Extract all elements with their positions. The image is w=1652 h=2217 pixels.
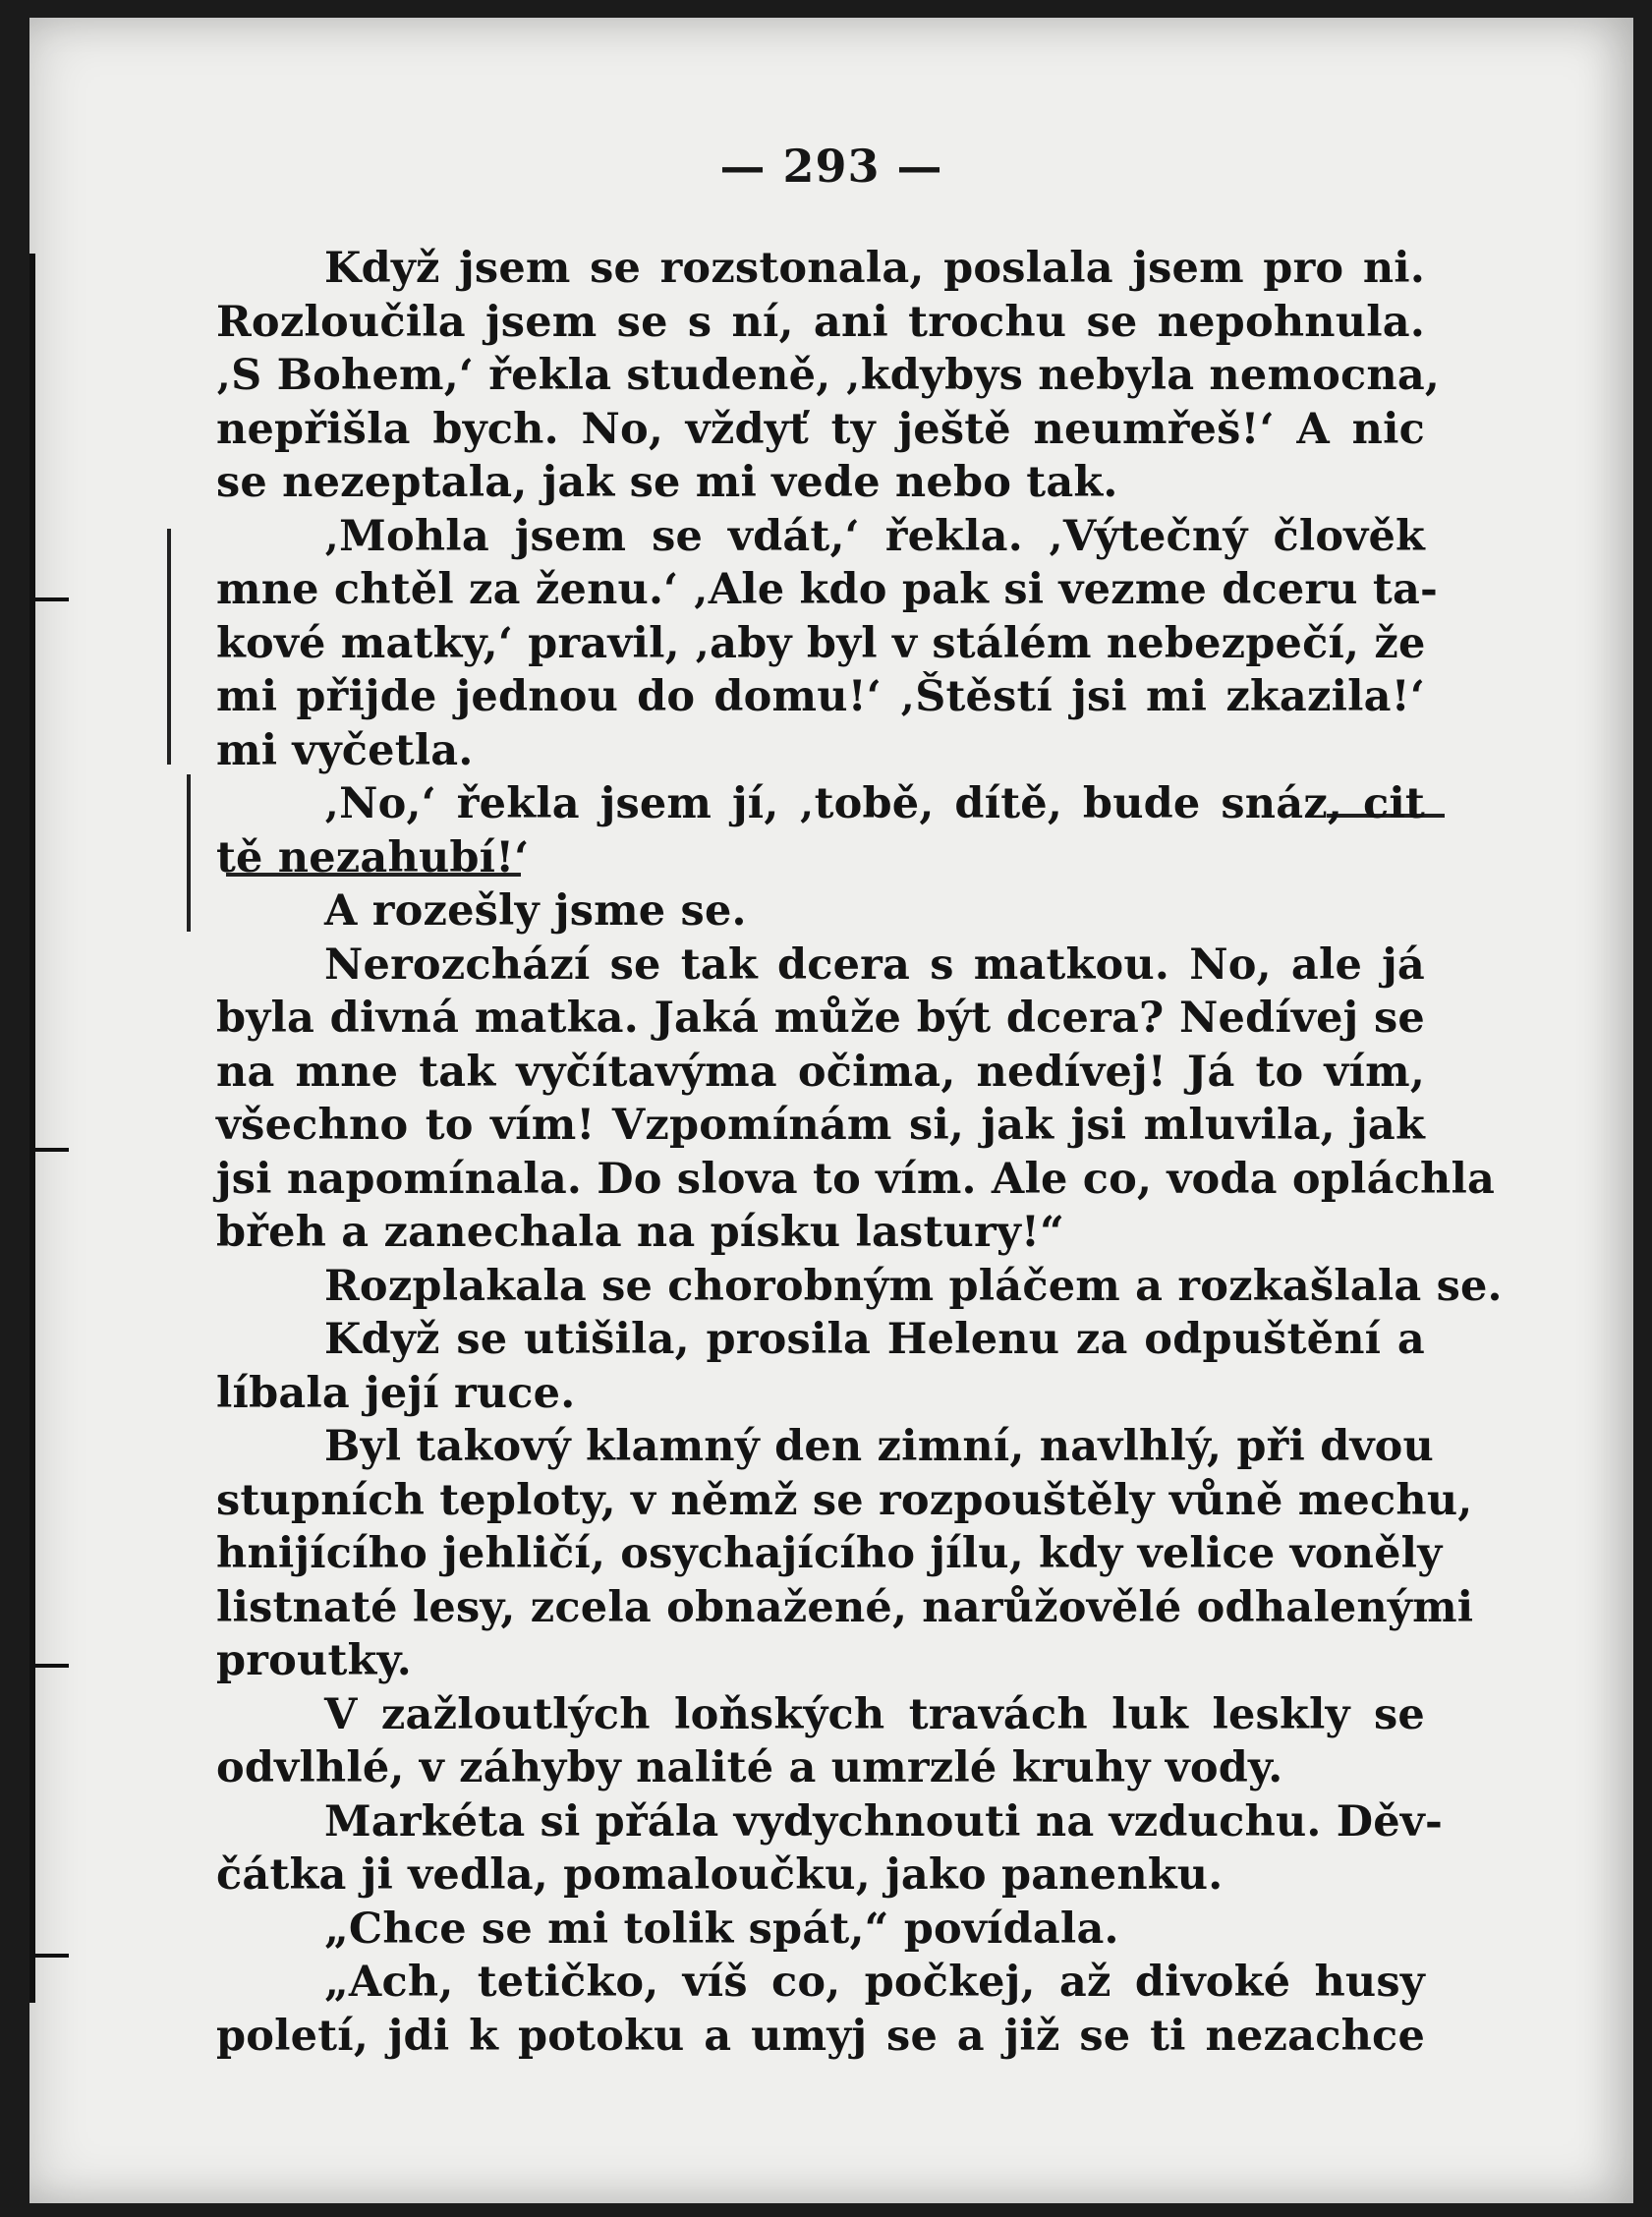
text-line: V zažloutlých loňských travách luk leskly se: [324, 1689, 1425, 1739]
margin-rule: [29, 254, 35, 2003]
text-line: nepřišla bych. No, vždyť ty ještě neumřeš!‘ A nic: [216, 404, 1425, 454]
text-line: Byl takový klamný den zimní, navlhlý, při dvou: [324, 1422, 1435, 1471]
text-line: všechno to vím! Vzpomínám si, jak jsi mluvila, jak: [216, 1101, 1425, 1150]
text-line: Rozloučila jsem se s ní, ani trochu se nepohnula.: [216, 297, 1425, 347]
text-line: „Ach, tetičko, víš co, počkej, až divoké husy: [324, 1958, 1425, 2007]
text-line: mi vyčetla.: [216, 725, 474, 775]
text-line: listnaté lesy, zcela obnažené, narůžovělé odhalenými: [216, 1582, 1474, 1632]
text-line: Rozplakala se chorobným pláčem a rozkašlala se.: [324, 1261, 1503, 1311]
text-line: poletí, jdi k potoku a umyj se a již se ti nezachce: [216, 2011, 1425, 2061]
text-line: „Chce se mi tolik spát,“ povídala.: [324, 1904, 1119, 1954]
margin-tick: [29, 1148, 69, 1152]
text-line: jsi napomínala. Do slova to vím. Ale co, voda opláchla: [216, 1154, 1496, 1204]
margin-tick: [29, 1664, 69, 1668]
text-line: mne chtěl za ženu.‘ ‚Ale kdo pak si vezme dceru ta-: [216, 565, 1439, 614]
text-line: ‚No,‘ řekla jsem jí, ‚tobě, dítě, bude snáz, cit: [324, 779, 1425, 828]
text-line: Markéta si přála vydychnouti na vzduchu. Děv-: [324, 1796, 1444, 1847]
text-line: mi přijde jednou do domu!‘ ‚Štěstí jsi mi zkazila!‘: [216, 672, 1425, 721]
text-line: A rozešly jsme se.: [324, 886, 747, 936]
text-line: líbala její ruce.: [216, 1368, 576, 1418]
book-page: [29, 18, 1633, 2203]
margin-bracket: [187, 774, 191, 932]
text-line: ‚S Bohem,‘ řekla studeně, ‚kdybys nebyla nemocna,: [216, 351, 1441, 400]
text-line: Když se utišila, prosila Helenu za odpuštění a: [324, 1315, 1425, 1364]
margin-tick: [29, 597, 69, 601]
margin-bracket: [167, 529, 171, 765]
text-line: odvlhlé, v záhyby nalité a umrzlé kruhy vody.: [216, 1743, 1283, 1792]
text-line: se nezeptala, jak se mi vede nebo tak.: [216, 458, 1118, 507]
text-line: byla divná matka. Jaká může být dcera? Nedívej se: [216, 994, 1425, 1043]
text-line: tě nezahubí!‘: [216, 832, 530, 882]
text-line: stupních teploty, v němž se rozpouštěly vůně mechu,: [216, 1475, 1473, 1525]
text-line: břeh a zanechala na písku lastury!“: [216, 1208, 1065, 1257]
margin-tick: [29, 1954, 69, 1958]
page-number: — 293 —: [719, 140, 943, 193]
text-line: ‚Mohla jsem se vdát,‘ řekla. ‚Výtečný člověk: [324, 511, 1425, 561]
page-text: [216, 242, 1503, 2063]
text-line: Nerozchází se tak dcera s matkou. No, ale já: [324, 939, 1425, 990]
text-line: na mne tak vyčítavýma očima, nedívej! Já to vím,: [216, 1047, 1425, 1097]
text-line: kové matky,‘ pravil, ‚aby byl v stálém nebezpečí, že: [216, 618, 1426, 668]
text-line: proutky.: [216, 1636, 412, 1685]
text-line: čátka ji vedla, pomaloučku, jako panenku.: [216, 1850, 1224, 1900]
text-line: Když jsem se rozstonala, poslala jsem pro ni.: [324, 244, 1425, 293]
text-line: hnijícího jehličí, osychajícího jílu, kdy velice voněly: [216, 1529, 1443, 1578]
